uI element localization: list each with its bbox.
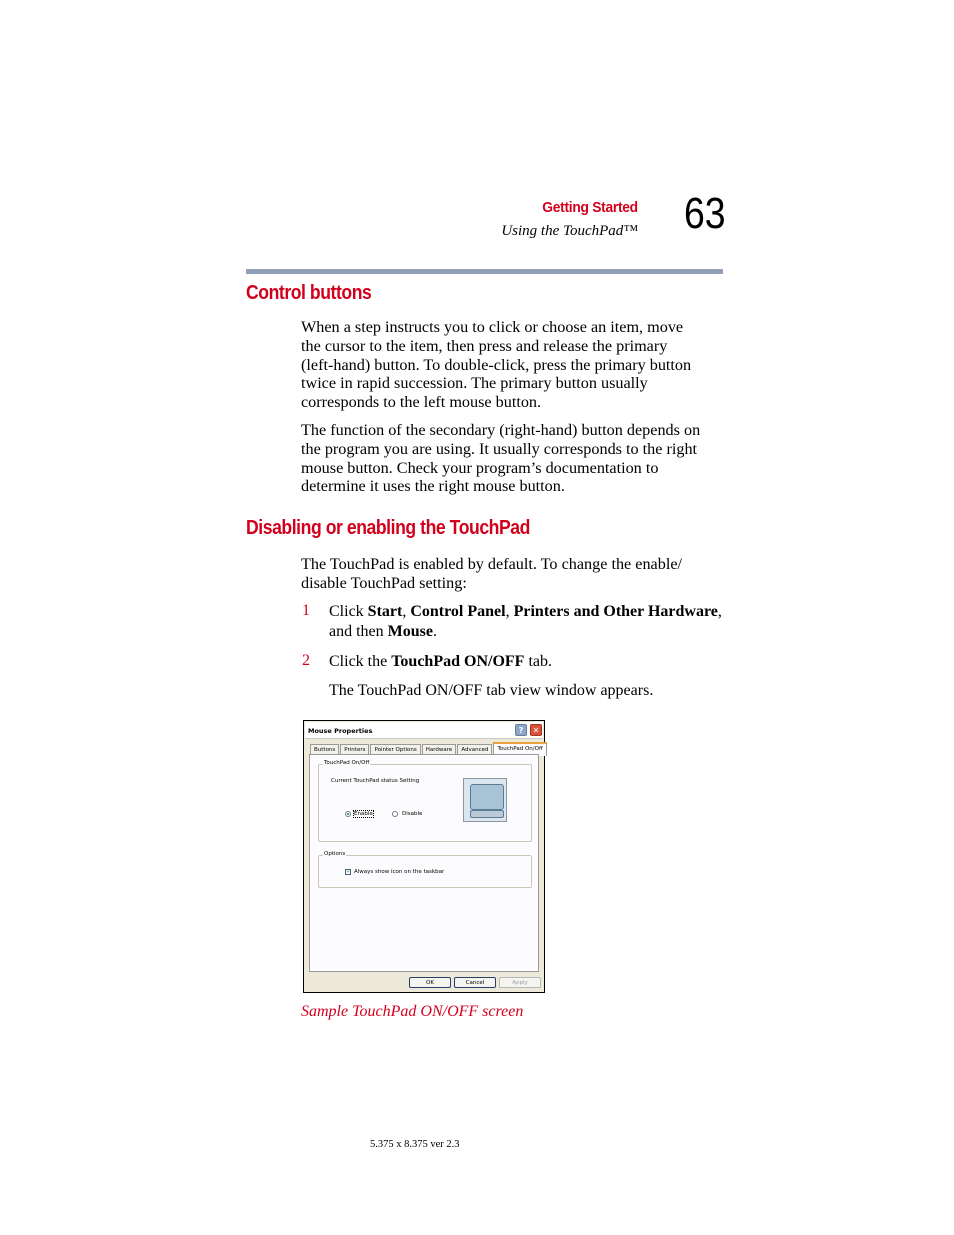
step-line — [329, 622, 729, 642]
step-text: Click — [329, 603, 368, 620]
enable-label[interactable]: Enable — [354, 811, 373, 817]
step-bold-printers-hardware: Printers and Other Hardware — [513, 603, 718, 620]
paragraph-line: the program you are using. It usually corresponds to the right — [301, 439, 698, 458]
heading-control-buttons: Control buttons — [246, 282, 372, 304]
paragraph-line: mouse button. Check your program’s documentation to — [301, 458, 659, 477]
apply-button[interactable]: Apply — [499, 977, 541, 988]
enable-radio[interactable] — [345, 811, 351, 817]
group-label: Options — [324, 851, 346, 857]
step-text: , — [505, 603, 514, 620]
tab-hardware[interactable]: Hardware — [422, 744, 457, 755]
step-result: The TouchPad ON/OFF tab view window appears. — [329, 682, 654, 699]
page-number: 63 — [684, 189, 726, 238]
running-header-section: Getting Started — [542, 199, 638, 216]
group-label: TouchPad On/Off — [324, 760, 370, 766]
dialog-title: Mouse Properties — [308, 727, 373, 735]
tab-touchpad-onoff[interactable]: TouchPad On/Off — [493, 742, 546, 756]
touchpad-icon — [463, 778, 507, 822]
disable-label[interactable]: Disable — [402, 811, 423, 817]
step-number: 1 — [302, 602, 310, 619]
step-text: . — [432, 623, 437, 640]
touchpad-surface — [470, 784, 504, 810]
tab-pointer-options[interactable]: Pointer Options — [370, 744, 420, 755]
paragraph-intro — [301, 555, 726, 593]
step-bold-touchpad-onoff: TouchPad ON/OFF — [391, 653, 525, 670]
paragraph-line: the cursor to the item, then press and release the primary — [301, 336, 668, 355]
always-show-checkbox[interactable]: ✓ — [346, 868, 352, 875]
paragraph-line: When a step instructs you to click or choose an item, move — [301, 318, 684, 336]
close-icon[interactable]: ✕ — [530, 724, 542, 736]
step-1-text — [329, 602, 729, 642]
tab-panel — [309, 754, 539, 972]
tab-buttons[interactable]: Buttons — [310, 744, 339, 755]
step-line — [329, 602, 729, 622]
paragraph-line: twice in rapid succession. The primary button usually — [301, 374, 648, 393]
touchpad-onoff-group — [318, 760, 532, 842]
tab-advanced[interactable]: Advanced — [457, 744, 492, 755]
step-text: Click the — [329, 653, 392, 670]
step-text: tab. — [524, 653, 552, 670]
status-label: Current TouchPad status Setting — [331, 778, 420, 784]
figure-caption: Sample TouchPad ON/OFF screen — [301, 1003, 524, 1020]
step-bold-mouse: Mouse — [387, 623, 433, 640]
paragraph-line: disable TouchPad setting: — [301, 573, 467, 592]
options-group — [318, 851, 532, 888]
disable-radio[interactable] — [392, 811, 398, 817]
help-icon[interactable]: ? — [515, 724, 527, 736]
mouse-properties-dialog — [303, 720, 545, 993]
running-header-subsection: Using the TouchPad™ — [501, 223, 638, 239]
step-bold-control-panel: Control Panel — [410, 603, 506, 620]
step-text: , — [717, 603, 722, 620]
step-number: 2 — [302, 652, 310, 669]
paragraph-line: (left-hand) button. To double-click, press the primary button — [301, 355, 692, 374]
heading-disabling-touchpad: Disabling or enabling the TouchPad — [246, 517, 530, 539]
ok-button[interactable]: OK — [409, 977, 451, 988]
step-text: and then — [329, 623, 388, 640]
always-show-label[interactable]: Always show icon on the taskbar — [354, 869, 445, 875]
dialog-titlebar — [305, 722, 543, 739]
paragraph-primary-button — [301, 318, 726, 412]
dialog-tabs — [310, 742, 548, 754]
page-footer: 5.375 x 8.375 ver 2.3 — [370, 1139, 460, 1150]
step-text: , — [402, 603, 411, 620]
tab-printers[interactable]: Printers — [340, 744, 369, 755]
paragraph-line: The TouchPad is enabled by default. To change the enable/ — [301, 555, 683, 573]
paragraph-line: corresponds to the left mouse button. — [301, 393, 542, 412]
paragraph-secondary-button — [301, 421, 726, 496]
touchpad-buttons — [470, 810, 504, 818]
paragraph-line: The function of the secondary (right-hand) button depends on — [301, 421, 701, 439]
cancel-button[interactable]: Cancel — [454, 977, 496, 988]
step-2-text — [329, 652, 729, 672]
section-rule — [246, 269, 723, 274]
step-bold-start: Start — [367, 603, 403, 620]
paragraph-line: determine it uses the right mouse button. — [301, 477, 565, 496]
